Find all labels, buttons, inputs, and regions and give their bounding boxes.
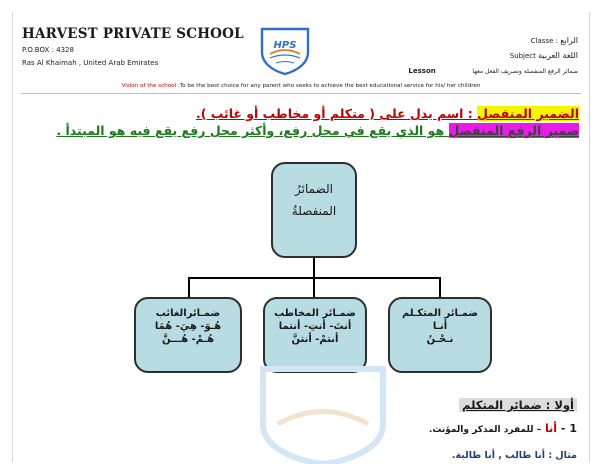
subject-label: Subject: [509, 52, 536, 60]
school-address: Ras Al Khaimah , United Arab Emirates: [22, 59, 159, 67]
item-1: [429, 422, 577, 435]
second-person-title: ضمـائر المخاطب: [274, 308, 356, 319]
third-person-box: [134, 297, 242, 373]
first-person-line-2: نـحْـنُ: [426, 334, 454, 345]
definition-1-text: : اسم يدل على ( متكلم أو مخاطب أو غائب ).: [195, 106, 478, 121]
header: [13, 12, 589, 96]
root-line-2: المنفصلةُ: [291, 204, 337, 218]
connector-first: [439, 277, 441, 297]
second-person-line-2: أنتمْ- أنتنَّ: [291, 334, 339, 345]
second-person-line-1: أنتَ- أنتِ- أنتما: [278, 321, 352, 332]
vision-text: To be the best choice for any parent who seeks to achieve the best educational service for his/ her children: [179, 83, 481, 89]
first-person-box: [388, 297, 492, 373]
connector-third: [188, 277, 190, 297]
definition-2-term: ضمير الرفع المنفصل: [448, 123, 579, 138]
school-name: HARVEST PRIVATE SCHOOL: [22, 26, 244, 42]
logo-text: HPS: [273, 40, 297, 51]
class-value: الرابع: [560, 36, 578, 45]
definition-1-term: الضمير المنفصل: [477, 106, 579, 121]
po-box: P.O.BOX : 4328: [22, 46, 74, 54]
lesson-label: Lesson: [408, 67, 436, 75]
subject-value: اللغة العربية: [538, 51, 578, 60]
third-person-title: ضمـائرالغائب: [155, 308, 221, 319]
worksheet-page: [12, 12, 590, 462]
school-logo-icon: [256, 26, 314, 76]
connector-second: [313, 277, 315, 297]
item-1-number: 1: [569, 422, 577, 435]
item-1-description: – للمفرد المذكر والمؤنث.: [428, 425, 542, 435]
section-first-person-title: أولا : ضمائر المتكلم: [459, 398, 577, 412]
definition-nominative-pronoun: [56, 123, 579, 138]
diagram-root-box: [271, 162, 357, 258]
item-1-pronoun: أنا: [545, 422, 558, 435]
class-row: [531, 36, 578, 45]
vision-statement: [13, 83, 589, 89]
definition-separate-pronoun: [196, 106, 579, 121]
lesson-row: [408, 67, 578, 75]
connector-trunk: [313, 258, 315, 278]
vision-label: Vision of the school :: [121, 83, 180, 89]
watermark-logo-icon: [233, 364, 413, 464]
third-person-line-2: هُـمْ- هُـــنَّ: [161, 334, 214, 345]
first-person-line-1: أنـا: [432, 321, 448, 332]
definition-2-text: هو الذي يقع في محل رفع، وأكثر محل رفع يقع فيه هو المبتدأ .: [56, 123, 449, 138]
item-1-example: مثال : أنا طالب , أنا طالبة.: [451, 450, 577, 461]
root-line-1: الضمائرُ: [295, 182, 333, 196]
first-person-title: ضمـائر المتكـلم: [401, 308, 479, 319]
subject-row: [510, 51, 578, 60]
header-divider: [21, 93, 581, 94]
second-person-box: [263, 297, 367, 373]
item-1-dash: -: [560, 422, 566, 435]
third-person-line-1: هُـوَ- هِيَ- هُمَا: [154, 321, 222, 332]
class-label: Classe :: [530, 37, 558, 45]
lesson-value: ضمائر الرفع المنفصلة وتصريف الفعل معها: [472, 68, 578, 75]
